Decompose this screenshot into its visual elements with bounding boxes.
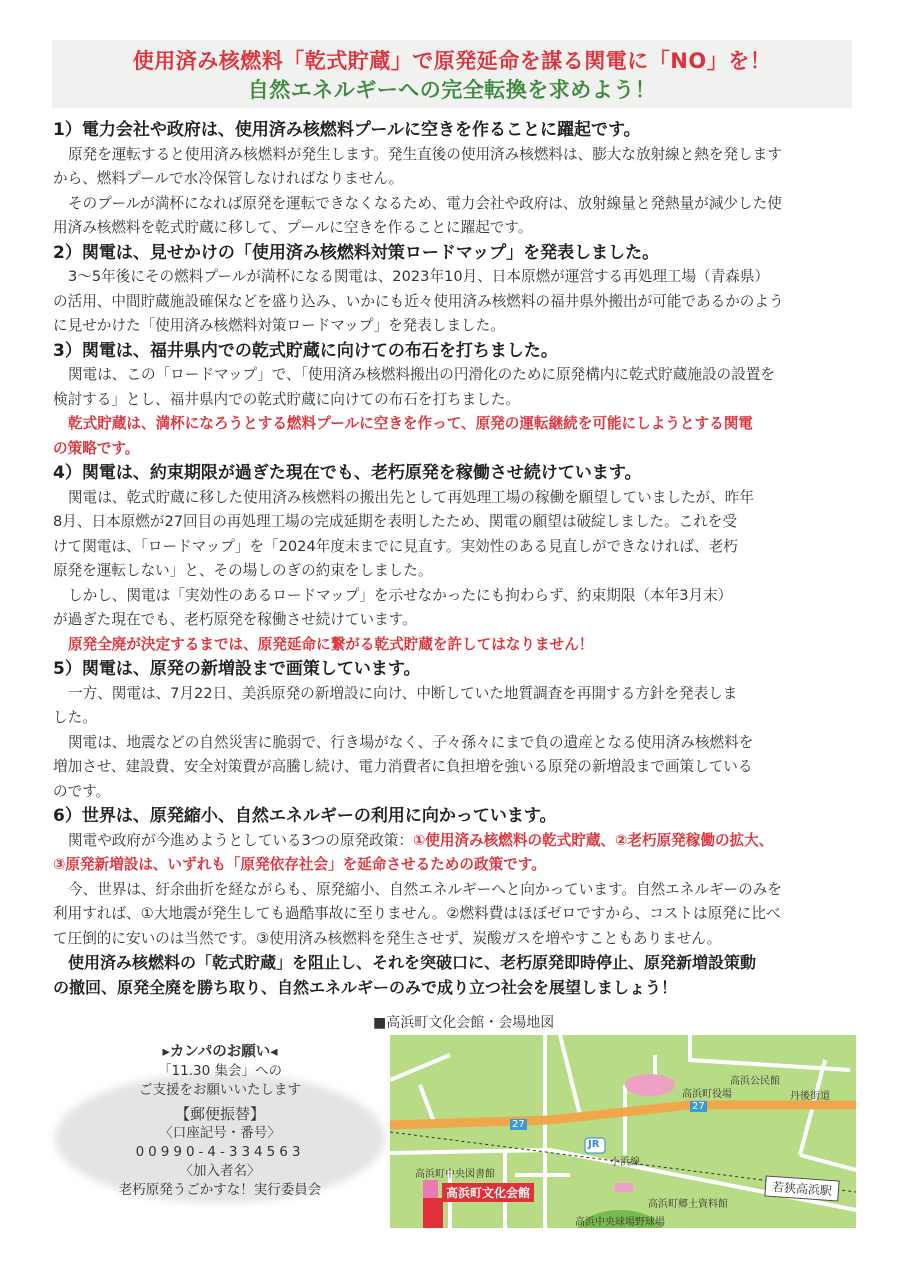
body-line [53,902,863,927]
label-yakuba: 高浜町役場 [682,1089,732,1100]
body-line [53,143,863,168]
body-line [53,216,863,241]
body-line [53,755,863,780]
venue-map [390,1035,856,1228]
section-heading: 1）電力会社や政府は、使用済み核燃料プールに空きを作ることに躍起です。 [53,120,641,140]
line-text: した。 [53,709,97,726]
line-text: 利用すれば、①大地震が発生しても過酷事故に至りません。②燃料費はほぼゼロですから、コストは原発に比べ [53,905,781,922]
line-red-text: ①使用済み核燃料の乾式貯蔵、②老朽原発稼働の拡大、 [412,831,774,849]
label-ballpark: 高浜中央球場野球場 [575,1217,665,1228]
map-title: ■高浜町文化会館・会場地図 [373,1015,555,1031]
body-line [53,706,863,731]
donation-method: 【郵便振替】 [174,1105,265,1123]
body-line [53,167,863,192]
museum-building [615,1183,633,1192]
line-text: 用済み核燃料を乾式貯蔵に移して、プールに空きを作ることに躍起です。 [53,219,533,236]
townhall-building [625,1074,675,1096]
label-venue: 高浜町文化会館 [442,1183,534,1202]
conclusion-line [53,951,863,976]
donation-line1: 「11.30 集会」への [158,1063,282,1079]
line-text: のです。 [53,782,111,800]
line-text: 関電や政府が今進めようとしている3つの原発政策： [68,831,413,849]
label-museum: 高浜町郷土資料館 [648,1199,728,1210]
body-line [53,927,863,952]
body-line [53,731,863,756]
article-body [53,118,863,1000]
section-heading: 4）関電は、約束期限が過ぎた現在でも、老朽原発を稼働させ続けています。 [53,463,642,483]
body-line [53,780,863,805]
line-text: の活用、中間貯蔵施設確保などを盛り込み、いかにも近々使用済み核燃料の福井県外搬出が可能であるかのよう [53,292,784,310]
venue-building [423,1198,443,1228]
body-line [53,559,863,584]
account-name: 老朽原発うごかすな！実行委員会 [118,1182,322,1198]
line-text: 乾式貯蔵は、満杯になろうとする燃料プールに空きを作って、原発の運転継続を可能にしようとする関電 [68,415,753,432]
highlight-line [53,633,863,658]
library-building [423,1180,438,1198]
line-text: 原発を運転すると使用済み核燃料が発生します。発生直後の使用済み核燃料は、膨大な放射線と熱を発します [68,145,782,163]
line-text: しかし、関電は「実効性のあるロードマップ」を示せなかったにも拘わらず、約束期限（本年3月末） [68,586,733,604]
label-station: 若狭高浜駅 [764,1175,839,1201]
line-text: が過ぎた現在でも、老朽原発を稼働させ続けています。 [53,611,417,628]
line-text: 関電は、地震などの自然災害に脆弱で、行き場がなく、子々孫々にまで負の遺産となる使用済み核燃料を [68,733,754,751]
line-text: 原発を運転しない」と、その場しのぎの約束をしました。 [53,562,433,579]
line-text: 増加させ、建設費、安全対策費が高騰し続け、電力消費者に負担増を強いる原発の新増設まで画策している [53,758,753,775]
section-heading: 6）世界は、原発縮小、自然エネルギーの利用に向かっています。 [53,806,557,826]
body-line [53,829,863,854]
section-heading: 2）関電は、見せかけの「使用済み核燃料対策ロードマップ」を発表しました。 [53,242,660,263]
body-line [53,878,863,903]
donation-title: ▸カンパのお願い◂ [162,1044,278,1060]
body-line [53,608,863,633]
line-text: 関電は、乾式貯蔵に移した使用済み核燃料の搬出先として再処理工場の稼働を願望していましたが、昨年 [68,488,754,506]
headline-main: 使用済み核燃料「乾式貯蔵」で原発延命を謀る関電に「NO」を！ [132,49,772,73]
body-line [53,265,863,290]
section-heading: 5）関電は、原発の新増設まで画策しています。 [53,659,421,679]
body-line [53,388,863,413]
label-obama-line: 小浜線 [610,1157,640,1168]
account-number: 00990-4-334563 [135,1144,305,1160]
line-text: て圧倒的に安いのは当然です。③使用済み核燃料を発生させず、炭酸ガスを増やすこともありません。 [53,929,722,947]
headline-banner [52,40,852,108]
body-line [53,363,863,388]
section-heading: 3）関電は、福井県内での乾式貯蔵に向けての布石を打ちました。 [53,340,558,361]
body-line [53,314,863,339]
donation-box [55,1043,385,1208]
label-kominkan: 高浜公民館 [730,1076,780,1087]
line-text: 使用済み核燃料の「乾式貯蔵」を阻止し、それを突破口に、老朽原発即時停止、原発新増設策動 [68,953,757,972]
line-text: 3～5年後にその燃料プールが満杯になる関電は、2023年10月、日本原燃が運営する再処理工場（青森県） [68,268,770,285]
body-line [53,290,863,315]
body-line [53,584,863,609]
conclusion-line [53,976,863,1001]
route-27-sign: 27 [692,1101,705,1112]
body-line [53,682,863,707]
label-tango: 丹後街道 [790,1091,830,1102]
body-line [53,486,863,511]
line-text: 今、世界は、紆余曲折を経ながらも、原発縮小、自然エネルギーへと向かっています。自然エネルギーのみを [68,880,782,898]
line-text: 一方、関電は、7月22日、美浜原発の新増設に向け、中断していた地質調査を再開する方針を発表しま [68,684,738,702]
line-text: 関電は、この「ロードマップ」で、「使用済み核燃料搬出の円滑化のために原発構内に乾式貯蔵施設の設置を [68,366,775,383]
line-text: 検討する」とし、福井県内での乾式貯蔵に向けての布石を打ちました。 [53,390,521,408]
donation-line2: ご支援をお願いいたします [139,1082,301,1098]
route-27-sign: 27 [512,1119,525,1130]
body-line [53,535,863,560]
line-text: 8月、日本原燃が27回目の再処理工場の完成延期を表明したため、関電の願望は破綻しました。これを受 [53,513,737,530]
line-text: ③原発新増設は、いずれも「原発依存社会」を延命させるための政策です。 [53,856,546,873]
body-line [53,192,863,217]
label-library: 高浜町中央図書館 [415,1169,495,1180]
line-text: の策略です。 [53,439,140,457]
line-text: けて関電は、「ロードマップ」を「2024年度末までに見直す。実効性のある見直しができなければ、老朽 [53,537,738,555]
jr-label: JR [588,1139,600,1150]
highlight-line [53,437,863,462]
line-text: そのプールが満杯になれば原発を運転できなくなるため、電力会社や政府は、放射線量と発熱量が減少した使 [68,194,782,212]
highlight-line [53,853,863,878]
line-text: から、燃料プールで水冷保管しなければなりません。 [53,170,404,187]
account-name-label: 〈加入者名〉 [179,1163,261,1179]
line-text: に見せかけた「使用済み核燃料対策ロードマップ」を発表しました。 [53,317,505,334]
highlight-line [53,412,863,437]
line-text: 原発全廃が決定するまでは、原発延命に繋がる乾式貯蔵を許してはなりません！ [68,635,594,653]
account-label: 〈口座記号・番号〉 [159,1125,281,1141]
headline-sub: 自然エネルギーへの完全転換を求めよう！ [247,78,657,102]
line-text: の撤回、原発全廃を勝ち取り、自然エネルギーのみで成り立つ社会を展望しましょう！ [53,977,678,997]
body-line [53,510,863,535]
